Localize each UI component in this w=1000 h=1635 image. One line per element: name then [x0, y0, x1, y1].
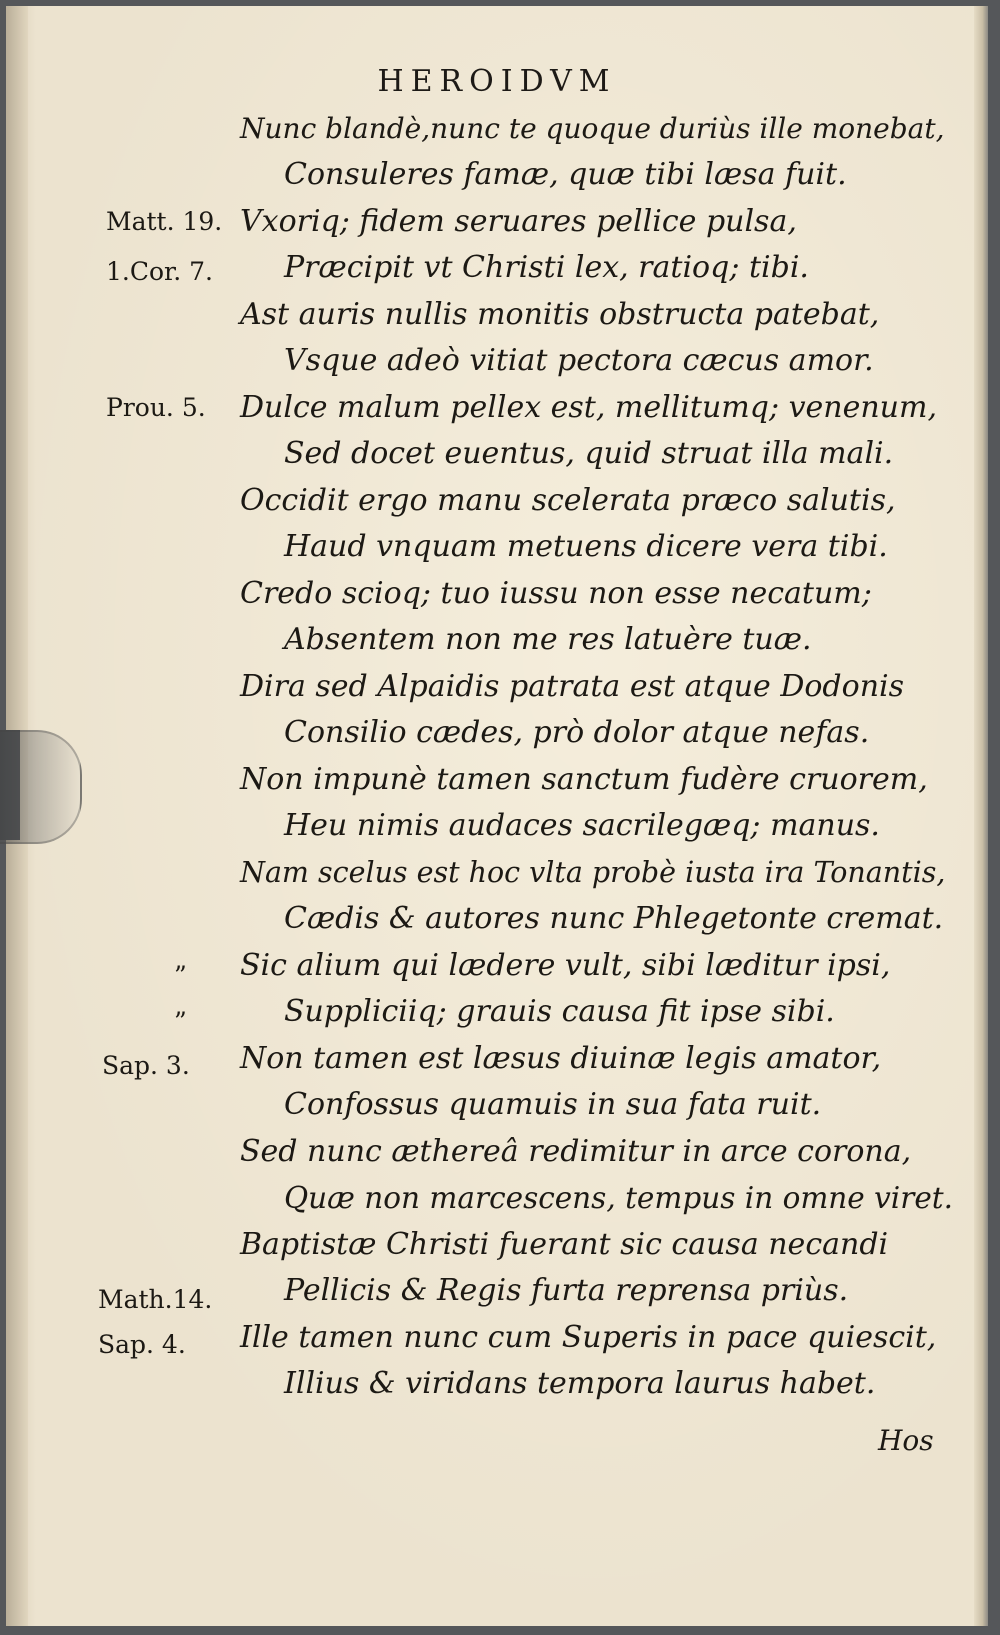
verse-line: Heu nimis audaces sacrilegæq; manus.: [284, 808, 880, 843]
margin-note: Sap. 3.: [102, 1051, 190, 1080]
verse-line: Haud vnquam metuens dicere vera tibi.: [284, 529, 888, 564]
verse-line: Nunc blandè,nunc te quoque duriùs ille monebat,: [240, 112, 945, 145]
verse-line: Quæ non marcescens, tempus in omne viret.: [284, 1181, 954, 1215]
running-header: HEROIDVM: [377, 64, 617, 99]
margin-note: ”: [174, 1007, 187, 1036]
catchword: Hos: [878, 1424, 934, 1457]
verse-line: Dira sed Alpaidis patrata est atque Dodonis: [240, 669, 905, 704]
verse-line: Sic alium qui lædere vult, sibi læditur ipsi,: [240, 948, 891, 983]
verse-line: Cædis & autores nunc Phlegetonte cremat.: [284, 901, 944, 936]
margin-note: Prou. 5.: [106, 393, 206, 422]
verse-line: Ille tamen nunc cum Superis in pace quiescit,: [240, 1320, 937, 1355]
verse-line: Consilio cædes, prò dolor atque nefas.: [284, 715, 870, 750]
verse-line: Illius & viridans tempora laurus habet.: [284, 1366, 876, 1401]
margin-note: Math.14.: [98, 1285, 213, 1314]
verse-line: Sed docet euentus, quid struat illa mali.: [284, 436, 894, 471]
page-clip: [0, 730, 82, 844]
verse-line: Pellicis & Regis furta reprensa priùs.: [284, 1273, 849, 1308]
verse-line: Consuleres famæ, quæ tibi læsa fuit.: [284, 157, 847, 192]
verse-line: Non impunè tamen sanctum fudère cruorem,: [240, 762, 928, 797]
verse-line: Absentem non me res latuère tuæ.: [284, 622, 812, 657]
verse-line: Occidit ergo manu scelerata præco salutis,: [240, 483, 896, 518]
verse-line: Non tamen est læsus diuinæ legis amator,: [240, 1041, 882, 1076]
verse-line: Dulce malum pellex est, mellitumq; venenum,: [240, 390, 937, 425]
margin-note: Sap. 4.: [98, 1330, 186, 1359]
page-edge: [974, 6, 988, 1626]
verse-line: Vxoriq; fidem seruares pellice pulsa,: [240, 204, 797, 239]
verse-line: Credo scioq; tuo iussu non esse necatum;: [240, 576, 872, 611]
verse-line: Præcipit vt Christi lex, ratioq; tibi.: [284, 250, 809, 285]
margin-note: Matt. 19.: [106, 207, 223, 236]
verse-line: Nam scelus est hoc vlta probè iusta ira Tonantis,: [240, 856, 946, 889]
verse-line: Baptistæ Christi fuerant sic causa necandi: [240, 1227, 889, 1262]
margin-note: 1.Cor. 7.: [106, 257, 213, 286]
margin-note: ”: [174, 961, 187, 990]
book-page: [6, 6, 988, 1626]
verse-line: Vsque adeò vitiat pectora cæcus amor.: [284, 343, 874, 378]
verse-line: Ast auris nullis monitis obstructa patebat,: [240, 297, 880, 332]
verse-line: Suppliciiq; grauis causa fit ipse sibi.: [284, 994, 835, 1029]
verse-line: Confossus quamuis in sua fata ruit.: [284, 1087, 822, 1122]
verse-line: Sed nunc æthereâ redimitur in arce corona,: [240, 1134, 912, 1169]
